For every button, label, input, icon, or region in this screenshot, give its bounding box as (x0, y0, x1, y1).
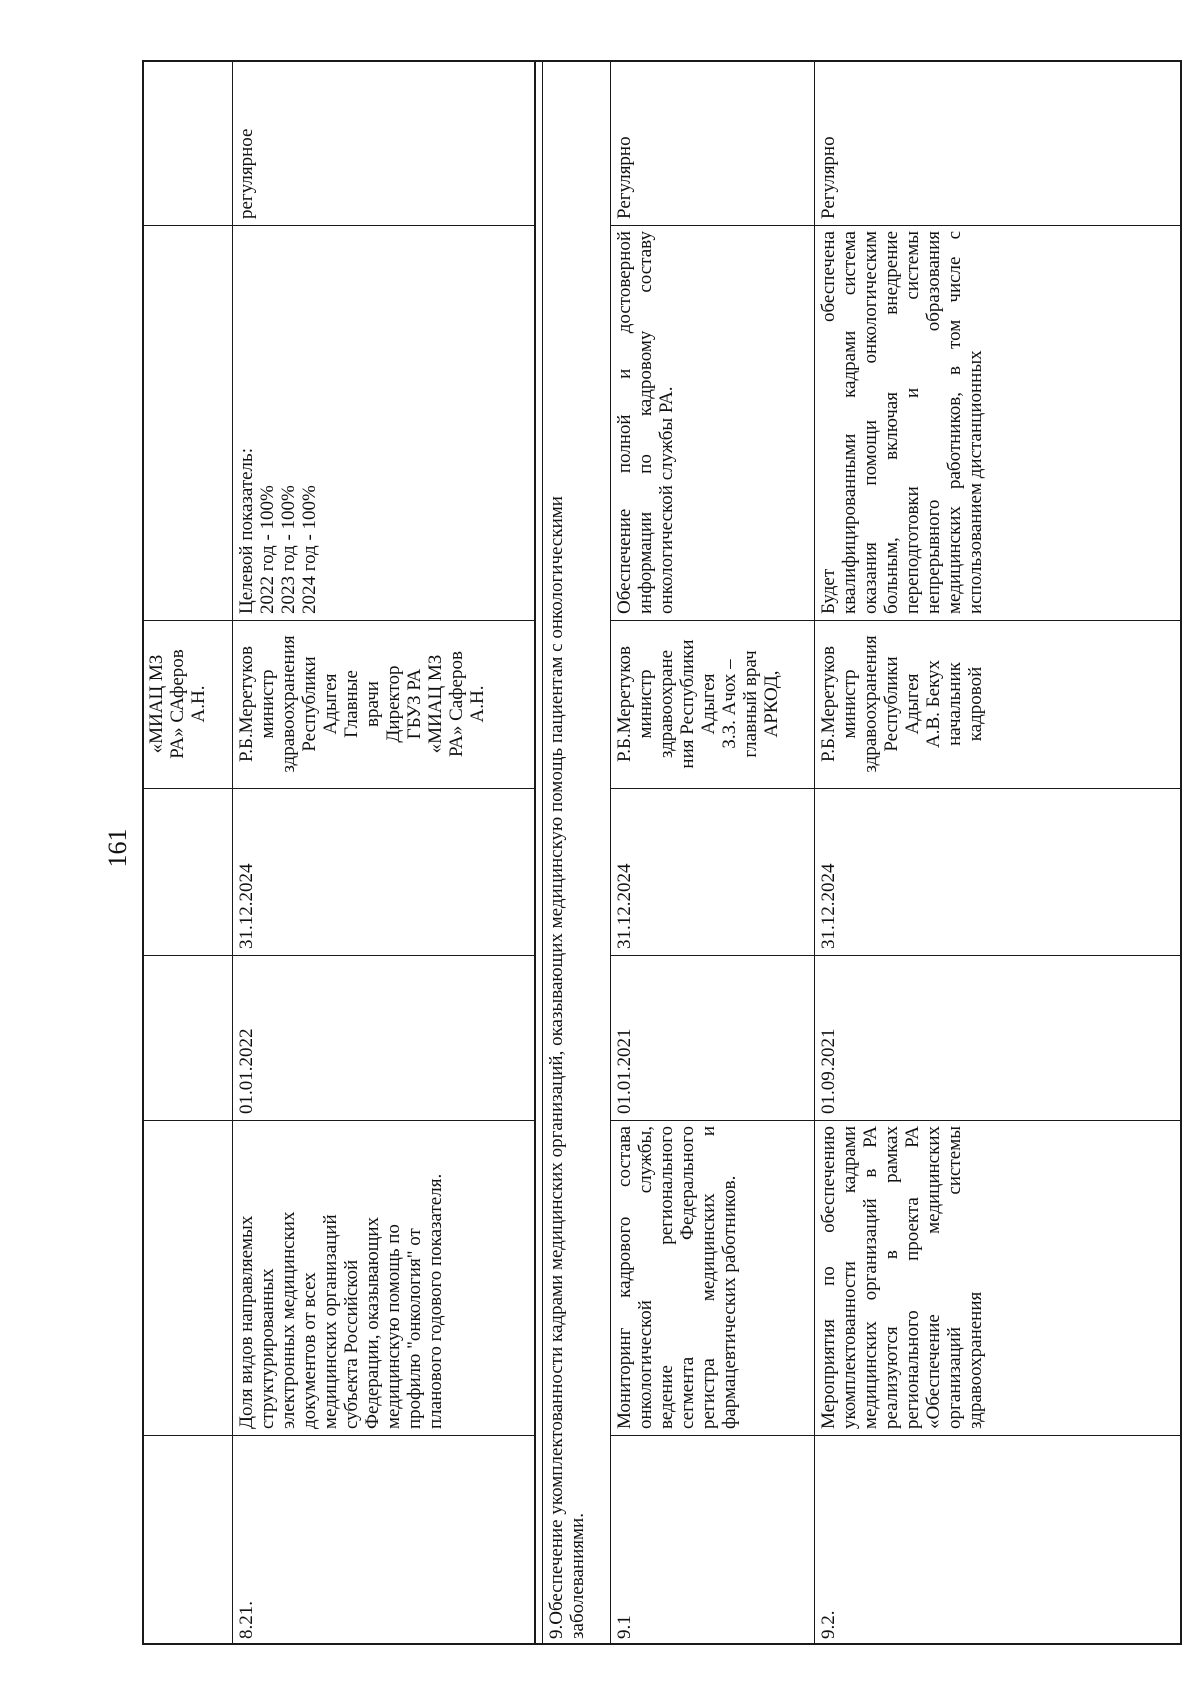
text-line: онкологической службы, (635, 1126, 656, 1429)
text-line: Обеспечение полной и достоверной (614, 231, 635, 614)
text-line: фармацевтических работников. (719, 1175, 740, 1429)
text-line: субъекта Российской (341, 1259, 362, 1429)
text-line: информации по кадровому составу (635, 231, 656, 614)
text-line: организаций системы (944, 1126, 965, 1429)
text-line: Главные (341, 670, 362, 738)
text-line: регулярное (236, 128, 257, 219)
cell-section-9-heading (542, 60, 610, 1645)
text-line: главный врач (740, 650, 761, 758)
cell-row-9-2-name (814, 1120, 1182, 1435)
text-line: здравоохранения (965, 1291, 986, 1429)
text-line: врачи (362, 681, 383, 727)
text-line: Мониторинг кадрового состава (614, 1126, 635, 1429)
text-line: ния Республики (677, 639, 698, 769)
text-line: начальник (944, 662, 965, 746)
cell-row-8-21-name (232, 1120, 534, 1435)
text-line: 01.01.2021 (614, 1028, 635, 1114)
text-line: АРКОД, (761, 670, 782, 738)
text-line: Р.Б.Меретуков (614, 646, 635, 762)
cell-row-8-21-result (232, 225, 534, 620)
text-line: сегмента Федерального (677, 1126, 698, 1429)
text-line: здравоохранения (278, 635, 299, 773)
text-line: 01.09.2021 (818, 1028, 839, 1114)
text-line: медицинских работников, в том числе с (944, 231, 965, 614)
text-line: непрерывного образования (923, 231, 944, 614)
table-border-left (142, 60, 144, 1645)
text-line: А.Н. (467, 685, 488, 723)
text-line: здравоохране (656, 649, 677, 759)
text-line: А.В. Бекух (923, 660, 944, 748)
text-line: Р.Б.Меретуков (236, 646, 257, 762)
text-line: 2024 год - 100% (299, 485, 320, 614)
text-line: 9.Обеспечение укомплектованности кадрами медицинских организаций, оказывающих медицинскую помощь пациентам с онкологическими (546, 496, 567, 1639)
text-line: «МИАЦ МЗ (425, 654, 446, 754)
row-separator (534, 60, 536, 1645)
text-line: оказания помощи онкологическим (860, 231, 881, 614)
text-line: реализуются в рамках (881, 1126, 902, 1429)
text-line: профилю "онкология" от (404, 1228, 425, 1429)
cell-row-9-1-frequency (610, 60, 814, 225)
text-line: регистра медицинских и (698, 1126, 719, 1429)
page-number: 161 (103, 828, 132, 868)
text-line: электронных медицинских (278, 1211, 299, 1429)
text-line: РА» САферов (167, 649, 188, 759)
text-line: 9.2. (818, 1610, 839, 1639)
text-line: Республики (881, 656, 902, 752)
cell-row-9-1-result (610, 225, 814, 620)
cell-row-8-21-responsible (232, 620, 534, 788)
text-line: Р.Б.Меретуков (818, 646, 839, 762)
cell-row-9-2-responsible (814, 620, 1182, 788)
cell-row-9-1-name (610, 1120, 814, 1435)
text-line: ведение регионального (656, 1126, 677, 1429)
text-line: больным, включая внедрение (881, 231, 902, 614)
cell-row-9-2-result (814, 225, 1182, 620)
text-line: Доля видов направляемых (236, 1215, 257, 1429)
text-line: Будет обеспечена (818, 231, 839, 614)
text-line: Регулярно (818, 136, 839, 219)
plan-table (142, 60, 1182, 1645)
text-line: планового годового показателя. (425, 1173, 446, 1429)
cell-row-9-1-number (610, 1435, 814, 1645)
text-line: здравоохранения (860, 635, 881, 773)
text-line: РА» Саферов (446, 651, 467, 757)
cell-row-9-1-start-date (610, 955, 814, 1120)
cell-row-8-21-frequency (232, 60, 534, 225)
cell-row-9-1-end-date (610, 788, 814, 955)
text-line: медицинскую помощь по (383, 1224, 404, 1429)
cell-row-9-1-responsible (610, 620, 814, 788)
text-line: заболеваниями. (567, 1513, 588, 1639)
cell-row-8-21-start-date (232, 955, 534, 1120)
text-line: кадровой (965, 666, 986, 742)
cell-row-9-2-end-date (814, 788, 1182, 955)
text-line: Федерации, оказывающих (362, 1216, 383, 1429)
cell-row-9-2-frequency (814, 60, 1182, 225)
text-line: 9.1 (614, 1615, 635, 1639)
cell-row-8-20-tail-responsible (142, 620, 232, 788)
text-line: министр (635, 669, 656, 739)
text-line: переподготовки и системы (902, 231, 923, 614)
text-line: А.Н. (188, 685, 209, 723)
cell-row-9-2-start-date (814, 955, 1182, 1120)
cell-row-8-21-number (232, 1435, 534, 1645)
cell-row-9-2-number (814, 1435, 1182, 1645)
text-line: структурированных (257, 1268, 278, 1429)
text-line: Адыгея (698, 673, 719, 735)
text-line: 01.01.2022 (236, 1028, 257, 1114)
text-line: 31.12.2024 (236, 863, 257, 949)
text-line: квалифицированными кадрами система (839, 231, 860, 614)
text-line: документов от всех (299, 1272, 320, 1429)
text-line: З.З. Ачох – (719, 659, 740, 749)
text-line: 8.21. (236, 1601, 257, 1639)
text-line: Республики (299, 656, 320, 752)
text-line: медицинских организаций в РА (860, 1126, 881, 1429)
text-line: «МИАЦ МЗ (146, 654, 167, 754)
text-line: 2022 год - 100% (257, 485, 278, 614)
text-line: Адыгея (320, 673, 341, 735)
text-line: Мероприятия по обеспечению (818, 1126, 839, 1429)
text-line: министр (839, 669, 860, 739)
cell-row-8-21-end-date (232, 788, 534, 955)
text-line: 2023 год - 100% (278, 485, 299, 614)
text-line: 31.12.2024 (614, 863, 635, 949)
text-line: Адыгея (902, 673, 923, 735)
text-line: онкологической службы РА. (656, 386, 677, 614)
text-line: Регулярно (614, 136, 635, 219)
text-line: медицинских организаций (320, 1214, 341, 1429)
text-line: «Обеспечение медицинских (923, 1126, 944, 1429)
text-line: министр (257, 669, 278, 739)
text-line: укомплектованности кадрами (839, 1126, 860, 1429)
text-line: Целевой показатель: (236, 448, 257, 614)
text-line: Директор (383, 665, 404, 743)
text-line: ГБУЗ РА (404, 668, 425, 740)
text-line: 31.12.2024 (818, 863, 839, 949)
text-line: использованием дистанционных (965, 350, 986, 614)
text-line: регионального проекта РА (902, 1126, 923, 1429)
